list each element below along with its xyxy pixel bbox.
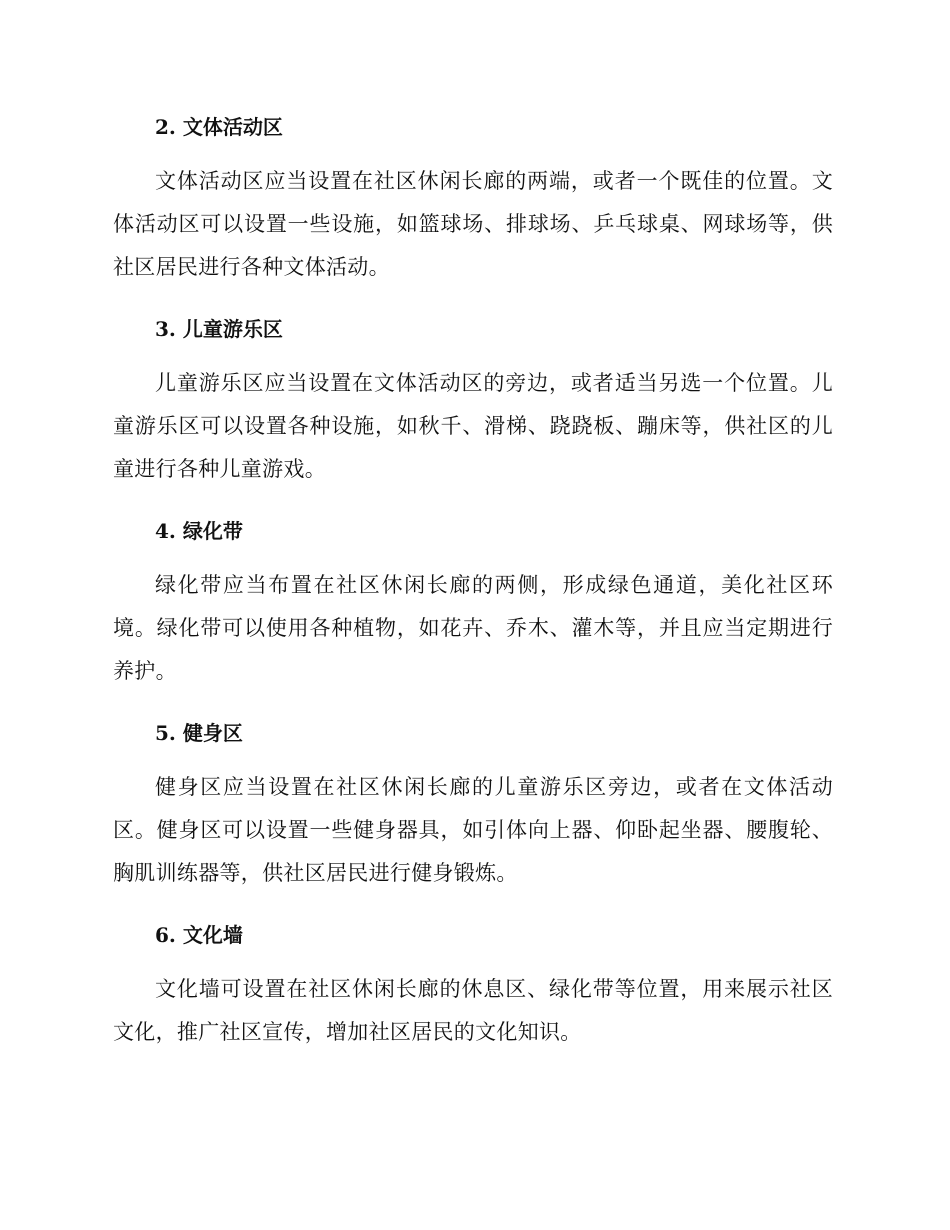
section-paragraph: 绿化带应当布置在社区休闲长廊的两侧，形成绿色通道，美化社区环境。绿化带可以使用各种植物，如花卉、乔木、灌木等，并且应当定期进行养护。 [113,573,833,683]
section-heading: 5. 健身区 [155,721,243,745]
section-paragraph: 文体活动区应当设置在社区休闲长廊的两端，或者一个既佳的位置。文体活动区可以设置一些设施，如篮球场、排球场、乒乓球桌、网球场等，供社区居民进行各种文体活动。 [113,169,833,279]
section-heading: 2. 文体活动区 [155,115,283,139]
section-heading: 6. 文化墙 [155,923,243,947]
section-cultural-sports-area [113,108,833,289]
section-paragraph: 健身区应当设置在社区休闲长廊的儿童游乐区旁边，或者在文体活动区。健身区可以设置一些健身器具，如引体向上器、仰卧起坐器、腰腹轮、胸肌训练器等，供社区居民进行健身锻炼。 [113,775,833,885]
document-body [113,108,833,1075]
section-paragraph: 儿童游乐区应当设置在文体活动区的旁边，或者适当另选一个位置。儿童游乐区可以设置各种设施，如秋千、滑梯、跷跷板、蹦床等，供社区的儿童进行各种儿童游戏。 [113,371,833,481]
section-culture-wall [113,916,833,1054]
section-paragraph: 文化墙可设置在社区休闲长廊的休息区、绿化带等位置，用来展示社区文化，推广社区宣传，增加社区居民的文化知识。 [113,977,833,1044]
section-green-belt [113,512,833,693]
section-heading: 4. 绿化带 [155,519,243,543]
section-children-play-area [113,310,833,491]
section-heading: 3. 儿童游乐区 [155,317,283,341]
section-fitness-area [113,714,833,895]
